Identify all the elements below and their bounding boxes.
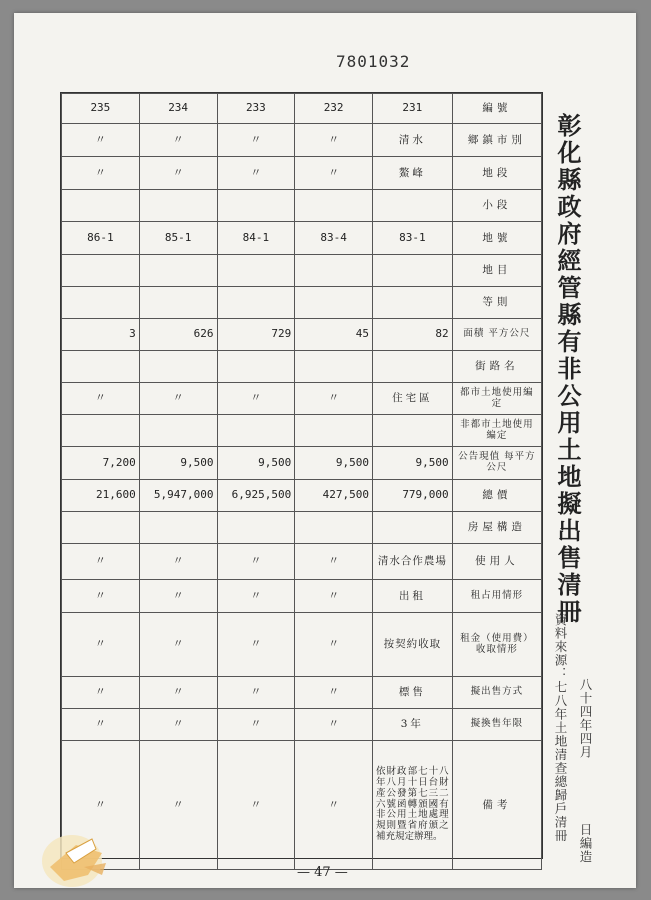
cell-lease-231: 出租 xyxy=(373,580,453,613)
cell-subsection-232 xyxy=(295,190,373,222)
label-township: 鄉鎮市別 xyxy=(452,124,541,157)
row-section xyxy=(62,157,542,190)
cell-empty xyxy=(217,415,295,447)
cell-remarks-232: 〃 xyxy=(295,741,373,870)
cell-lot-233: 84-1 xyxy=(217,222,295,255)
label-section: 地段 xyxy=(452,157,541,190)
cell-section-235: 〃 xyxy=(62,157,140,190)
row-buildings xyxy=(62,512,542,544)
row-lease xyxy=(62,580,542,613)
cell-lot-232: 83-4 xyxy=(295,222,373,255)
cell-lot-231: 83-1 xyxy=(373,222,453,255)
cell-area-234: 626 xyxy=(139,319,217,351)
label-zoning-nonurban: 非都市土地使用編定 xyxy=(452,415,541,447)
land-ledger-table xyxy=(60,92,543,859)
cell-section-231: 鰲峰 xyxy=(373,157,453,190)
cell-empty xyxy=(139,415,217,447)
cell-area-232: 45 xyxy=(295,319,373,351)
cell-serial-235: 235 xyxy=(62,94,140,124)
cell-buildings-234 xyxy=(139,512,217,544)
label-buildings: 房屋構造 xyxy=(452,512,541,544)
compiled-note: 日編造 xyxy=(578,823,593,864)
cell-section-234: 〃 xyxy=(139,157,217,190)
cell-township-232: 〃 xyxy=(295,124,373,157)
row-lot xyxy=(62,222,542,255)
cell-zoning-235: 〃 xyxy=(62,383,140,415)
source-note: 資料來源：七八年土地清查總歸戶清冊 xyxy=(553,613,568,843)
cell-grade-232 xyxy=(295,287,373,319)
cell-township-234: 〃 xyxy=(139,124,217,157)
cell-users-231: 清水合作農場 xyxy=(373,544,453,580)
cell-grade-231 xyxy=(373,287,453,319)
cell-subsection-234 xyxy=(139,190,217,222)
cell-lot-235: 86-1 xyxy=(62,222,140,255)
cell-lot-234: 85-1 xyxy=(139,222,217,255)
row-sale-method xyxy=(62,677,542,709)
row-zoning-urban xyxy=(62,383,542,415)
label-rent: 租金（使用費）收取情形 xyxy=(452,613,541,677)
row-zoning-nonurban xyxy=(62,415,542,447)
cell-price-total-231: 779,000 xyxy=(373,480,453,512)
cell-plan-235: 〃 xyxy=(62,709,140,741)
cell-lease-232: 〃 xyxy=(295,580,373,613)
cell-price-per-231: 9,500 xyxy=(373,447,453,480)
cell-category-234 xyxy=(139,255,217,287)
cell-lease-233: 〃 xyxy=(217,580,295,613)
archive-logo-icon xyxy=(36,823,126,893)
cell-sale-method-232: 〃 xyxy=(295,677,373,709)
row-area xyxy=(62,319,542,351)
cell-area-231: 82 xyxy=(373,319,453,351)
cell-category-233 xyxy=(217,255,295,287)
row-plan xyxy=(62,709,542,741)
document-title: 彰化縣政府經管縣有非公用土地擬出售清冊 xyxy=(553,113,582,626)
row-serial xyxy=(62,94,542,124)
cell-rent-232: 〃 xyxy=(295,613,373,677)
cell-section-232: 〃 xyxy=(295,157,373,190)
cell-category-231 xyxy=(373,255,453,287)
cell-grade-235 xyxy=(62,287,140,319)
issue-date: 八十四年四月 xyxy=(578,678,593,759)
cell-price-per-233: 9,500 xyxy=(217,447,295,480)
cell-area-235: 3 xyxy=(62,319,140,351)
row-category xyxy=(62,255,542,287)
cell-lease-234: 〃 xyxy=(139,580,217,613)
cell-rent-234: 〃 xyxy=(139,613,217,677)
cell-subsection-231 xyxy=(373,190,453,222)
label-price-total: 總價 xyxy=(452,480,541,512)
label-lot: 地號 xyxy=(452,222,541,255)
label-remarks: 備考 xyxy=(452,741,541,870)
cell-serial-231: 231 xyxy=(373,94,453,124)
label-users: 使用人 xyxy=(452,544,541,580)
cell-street-235 xyxy=(62,351,140,383)
label-street: 街路名 xyxy=(452,351,541,383)
cell-sale-method-235: 〃 xyxy=(62,677,140,709)
label-lease: 租占用情形 xyxy=(452,580,541,613)
cell-price-per-232: 9,500 xyxy=(295,447,373,480)
cell-empty xyxy=(295,415,373,447)
label-plan: 擬換售年限 xyxy=(452,709,541,741)
label-area: 面積 平方公尺 xyxy=(452,319,541,351)
cell-price-total-233: 6,925,500 xyxy=(217,480,295,512)
cell-empty xyxy=(62,415,140,447)
row-subsection xyxy=(62,190,542,222)
row-price-per xyxy=(62,447,542,480)
label-zoning-urban: 都市土地使用編定 xyxy=(452,383,541,415)
row-users xyxy=(62,544,542,580)
cell-empty xyxy=(373,415,453,447)
cell-section-233: 〃 xyxy=(217,157,295,190)
cell-township-235: 〃 xyxy=(62,124,140,157)
cell-price-total-235: 21,600 xyxy=(62,480,140,512)
page-number: — 47 — xyxy=(297,865,348,880)
cell-serial-232: 232 xyxy=(295,94,373,124)
label-subsection: 小段 xyxy=(452,190,541,222)
label-serial: 編號 xyxy=(452,94,541,124)
cell-grade-233 xyxy=(217,287,295,319)
cell-price-per-234: 9,500 xyxy=(139,447,217,480)
cell-price-per-235: 7,200 xyxy=(62,447,140,480)
label-sale-method: 擬出售方式 xyxy=(452,677,541,709)
cell-users-234: 〃 xyxy=(139,544,217,580)
cell-buildings-233 xyxy=(217,512,295,544)
row-remarks xyxy=(62,741,542,870)
cell-street-234 xyxy=(139,351,217,383)
cell-plan-231: 3年 xyxy=(373,709,453,741)
cell-zoning-231: 住宅區 xyxy=(373,383,453,415)
cell-rent-231: 按契約收取 xyxy=(373,613,453,677)
document-page xyxy=(14,13,636,888)
cell-remarks-231: 依財政部七十八年八月十日台財產公發第七三二六號函轉頒國有非公用土地處理規則暨省府頒之補充規定辦理。 xyxy=(373,741,453,870)
cell-users-232: 〃 xyxy=(295,544,373,580)
cell-remarks-234: 〃 xyxy=(139,741,217,870)
cell-zoning-232: 〃 xyxy=(295,383,373,415)
cell-subsection-233 xyxy=(217,190,295,222)
cell-rent-235: 〃 xyxy=(62,613,140,677)
cell-grade-234 xyxy=(139,287,217,319)
cell-category-232 xyxy=(295,255,373,287)
cell-buildings-231 xyxy=(373,512,453,544)
cell-plan-232: 〃 xyxy=(295,709,373,741)
cell-township-233: 〃 xyxy=(217,124,295,157)
cell-sale-method-231: 標售 xyxy=(373,677,453,709)
cell-zoning-234: 〃 xyxy=(139,383,217,415)
cell-users-233: 〃 xyxy=(217,544,295,580)
cell-remarks-235: 〃 xyxy=(62,741,140,870)
cell-sale-method-234: 〃 xyxy=(139,677,217,709)
cell-rent-233: 〃 xyxy=(217,613,295,677)
cell-price-total-234: 5,947,000 xyxy=(139,480,217,512)
row-township xyxy=(62,124,542,157)
label-price-per: 公告現值 每平方公尺 xyxy=(452,447,541,480)
cell-price-total-232: 427,500 xyxy=(295,480,373,512)
row-street xyxy=(62,351,542,383)
cell-remarks-233: 〃 xyxy=(217,741,295,870)
cell-area-233: 729 xyxy=(217,319,295,351)
cell-plan-233: 〃 xyxy=(217,709,295,741)
label-category: 地目 xyxy=(452,255,541,287)
cell-plan-234: 〃 xyxy=(139,709,217,741)
cell-buildings-235 xyxy=(62,512,140,544)
cell-users-235: 〃 xyxy=(62,544,140,580)
row-price-total xyxy=(62,480,542,512)
cell-buildings-232 xyxy=(295,512,373,544)
cell-street-233 xyxy=(217,351,295,383)
cell-zoning-233: 〃 xyxy=(217,383,295,415)
cell-serial-234: 234 xyxy=(139,94,217,124)
cell-serial-233: 233 xyxy=(217,94,295,124)
cell-street-231 xyxy=(373,351,453,383)
label-grade: 等則 xyxy=(452,287,541,319)
row-rent xyxy=(62,613,542,677)
cell-sale-method-233: 〃 xyxy=(217,677,295,709)
cell-lease-235: 〃 xyxy=(62,580,140,613)
row-grade xyxy=(62,287,542,319)
cell-township-231: 清水 xyxy=(373,124,453,157)
cell-category-235 xyxy=(62,255,140,287)
cell-street-232 xyxy=(295,351,373,383)
cell-subsection-235 xyxy=(62,190,140,222)
document-id: 7801032 xyxy=(336,52,411,71)
